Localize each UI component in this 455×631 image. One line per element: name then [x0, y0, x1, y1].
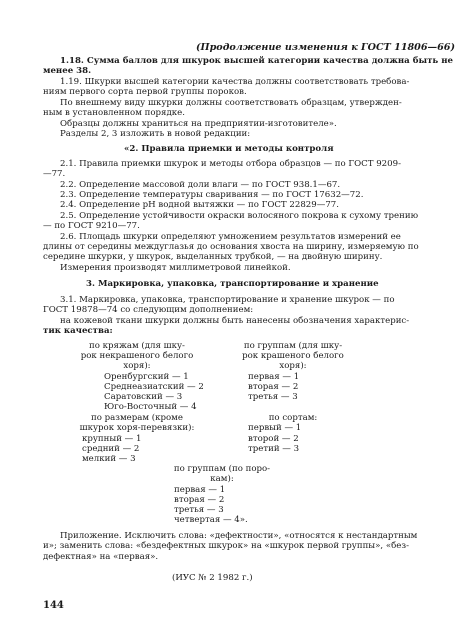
- section-2-heading: «2. Правила приемки и методы контроля: [124, 144, 334, 154]
- defect-groups-label-end: кам):: [210, 474, 234, 484]
- item-2-2: 2.2. Определение массовой доли влаги — по ГОСТ 938.1—67.: [60, 180, 341, 190]
- groups-label-cont: рок крашеного белого: [242, 351, 344, 361]
- item-1-19-line1: 1.19. Шкурки высшей категории качества должны соответствовать требова-: [60, 77, 410, 87]
- section-3-heading: 3. Маркировка, упаковка, транспортирование и хранение: [86, 279, 379, 289]
- item-3-1-line1: 3.1. Маркировка, упаковка, транспортирование и хранение шкурок — по: [60, 295, 395, 305]
- sizes-label-cont: шкурок хоря-перевязки):: [79, 423, 195, 433]
- publication-reference: (ИУС № 2 1982 г.): [172, 573, 253, 583]
- defect-group-fourth: четвертая — 4».: [174, 515, 248, 525]
- appendix-line2: и»; заменить слова: «бездефектных шкурок» на «шкурок первой группы», «без-: [43, 541, 409, 551]
- sizes-label: по размерам (кроме: [91, 413, 183, 423]
- defect-group-first: первая — 1: [174, 485, 226, 495]
- measurement-note: Измерения производят миллиметровой линейкой.: [60, 263, 291, 273]
- defect-group-third: третья — 3: [174, 505, 224, 515]
- item-2-5-line2: — по ГОСТ 9210—77.: [43, 221, 140, 231]
- ridges-label-end: хоря):: [123, 361, 151, 371]
- running-header: (Продолжение изменения к ГОСТ 11806—66): [196, 42, 455, 53]
- grade-second: второй — 2: [248, 434, 299, 444]
- item-2-4: 2.4. Определение рН водной вытяжки — по ГОСТ 22829—77.: [60, 200, 339, 210]
- defect-groups-label: по группам (по поро-: [173, 464, 271, 474]
- appendix-line3: дефектная» на «первая».: [43, 552, 159, 562]
- appearance-line2: ным в установленном порядке.: [43, 108, 185, 118]
- ridge-central-asian: Среднеазиатский — 2: [104, 382, 204, 392]
- sections-note: Разделы 2, 3 изложить в новой редакции:: [60, 129, 251, 139]
- grades-label: по сортам:: [268, 413, 318, 423]
- ridge-south-east: Юго-Восточный — 4: [104, 402, 197, 412]
- defect-group-second: вторая — 2: [174, 495, 225, 505]
- item-1-18-line1: 1.18. Сумма баллов для шкурок высшей категории качества должна быть не: [60, 56, 453, 66]
- size-small: мелкий — 3: [82, 454, 136, 464]
- item-2-6-line2: длины от середины междуглазья до основания хвоста на ширину, измеряемую по: [43, 242, 419, 252]
- item-1-18-line2: менее 38.: [43, 66, 92, 76]
- grade-first: первый — 1: [248, 423, 302, 433]
- size-large: крупный — 1: [82, 434, 142, 444]
- group-third: третья — 3: [248, 392, 298, 402]
- appearance-line1: По внешнему виду шкурки должны соответствовать образцам, утвержден-: [60, 98, 402, 108]
- item-2-6-line3: середине шкурки, у шкурок, выделанных трубкой, — на двойную ширину.: [43, 252, 383, 262]
- ridge-saratov: Саратовский — 3: [104, 392, 183, 402]
- ridge-orenburg: Оренбургский — 1: [104, 372, 189, 382]
- item-1-19-line2: ниям первого сорта первой группы пороков.: [43, 87, 247, 97]
- item-2-6-line1: 2.6. Площадь шкурки определяют умножением результатов измерений ее: [60, 232, 401, 242]
- item-2-5-line1: 2.5. Определение устойчивости окраски волосяного покрова к сухому трению: [60, 211, 419, 221]
- size-medium: средний — 2: [82, 444, 140, 454]
- groups-label: по группам (для шку-: [243, 341, 343, 351]
- group-second: вторая — 2: [248, 382, 299, 392]
- item-3-1-line3: на кожевой ткани шкурки должны быть нанесены обозначения характерис-: [60, 316, 410, 326]
- item-2-1-line2: —77.: [43, 169, 66, 179]
- item-3-1-line4: тик качества:: [43, 326, 113, 336]
- item-3-1-line2: ГОСТ 19878—74 со следующим дополнением:: [43, 305, 254, 315]
- samples-storage: Образцы должны храниться на предприятии-изготовителе».: [60, 119, 337, 129]
- ridges-label-cont: рок некрашеного белого: [80, 351, 194, 361]
- appendix-line1: Приложение. Исключить слова: «дефектности», «относятся к нестандартным: [60, 531, 418, 541]
- ridges-label: по кряжам (для шку-: [89, 341, 185, 351]
- page-number: 144: [43, 600, 64, 611]
- item-2-3: 2.3. Определение температуры сваривания — по ГОСТ 17632—72.: [60, 190, 364, 200]
- grade-third: третий — 3: [248, 444, 300, 454]
- group-first: первая — 1: [248, 372, 300, 382]
- item-2-1-line1: 2.1. Правила приемки шкурок и методы отбора образцов — по ГОСТ 9209-: [60, 159, 401, 169]
- groups-label-end: хоря):: [279, 361, 307, 371]
